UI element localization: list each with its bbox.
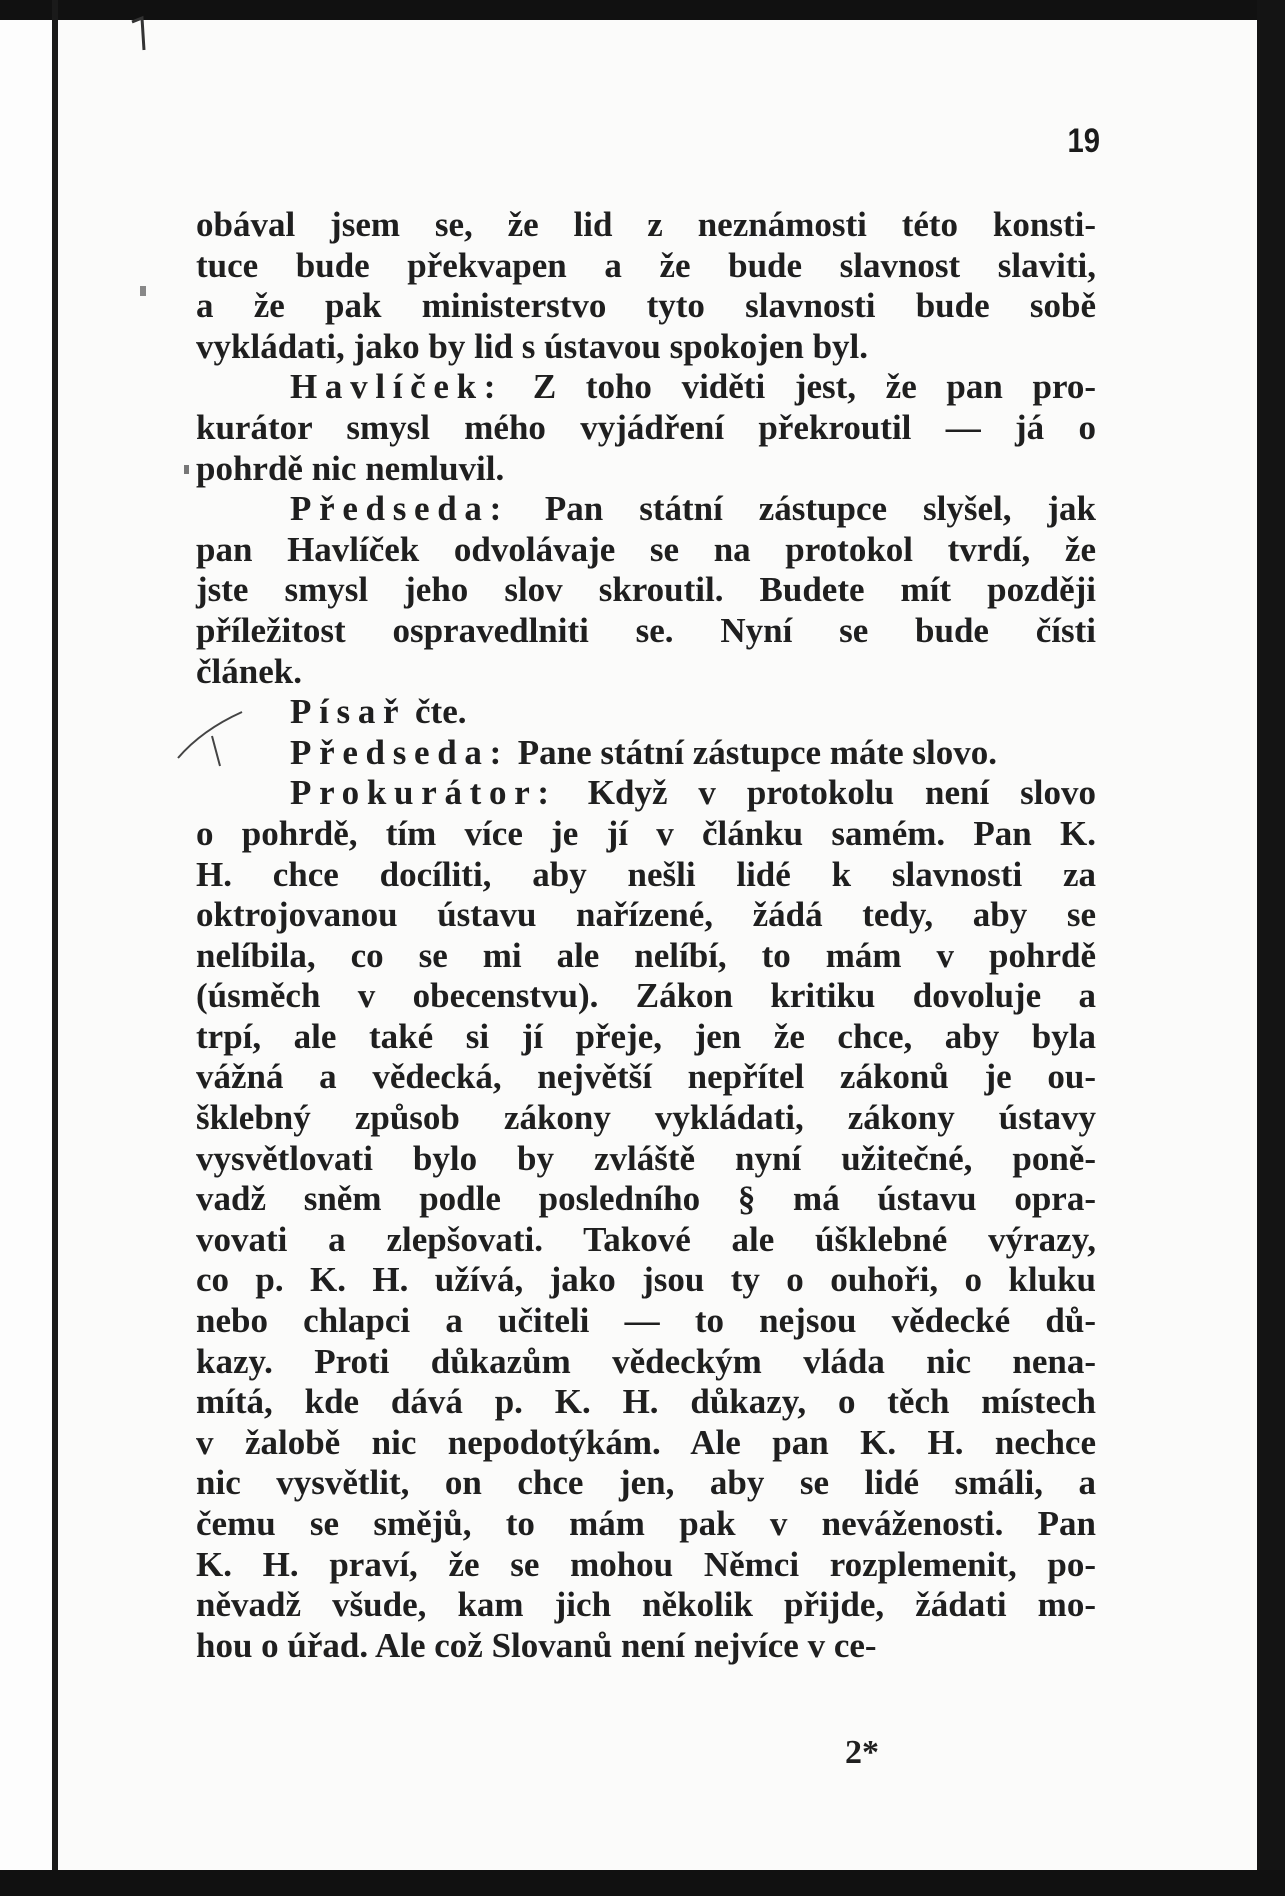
line-text: vážná a vědecká, největší nepřítel zákonů je ou- [196, 1057, 1096, 1097]
text-line [196, 936, 1096, 977]
text-line [196, 489, 1096, 530]
text-line [196, 570, 1096, 611]
text-line [196, 1463, 1096, 1504]
line-text: Když v protokolu není slovo [556, 773, 1096, 813]
scan-border-left [52, 0, 58, 1896]
line-text: šklebný způsob zákony vykládati, zákony ústavy [196, 1098, 1096, 1138]
text-line [196, 205, 1096, 246]
speaker-name: Předseda: [290, 489, 509, 529]
text-line [196, 1098, 1096, 1139]
line-text: hou o úřad. Ale což Slovanů není nejvíce v ce- [196, 1625, 877, 1665]
line-text: nebo chlapci a učiteli — to nejsou vědecké dů- [196, 1301, 1096, 1341]
text-line [196, 1545, 1096, 1586]
signature-mark: 2* [845, 1734, 879, 1771]
line-text: v žalobě nic nepodotýkám. Ale pan K. H. nechce [196, 1422, 1096, 1462]
line-text: čte. [406, 692, 467, 732]
speaker-name: Prokurátor: [290, 773, 557, 813]
text-line [196, 1382, 1096, 1423]
line-text: mítá, kde dává p. K. H. důkazy, o těch místech [196, 1382, 1096, 1422]
text-line [196, 692, 1096, 733]
text-line [196, 1139, 1096, 1180]
line-text: a že pak ministerstvo tyto slavnosti bude sobě [196, 286, 1096, 326]
scan-border-right [1257, 0, 1285, 1896]
line-text: oktrojovanou ústavu nařízené, žádá tedy, aby se [196, 895, 1096, 935]
speaker-name: Předseda: [290, 732, 509, 772]
line-text: příležitost ospravedlniti se. Nyní se bude čísti [196, 610, 1096, 650]
line-text: čemu se smějů, to mám pak v neváženosti. Pan [196, 1504, 1096, 1543]
line-text: kazy. Proti důkazům vědeckým vláda nic nena- [196, 1341, 1096, 1381]
text-line [196, 246, 1096, 287]
line-text: jste smysl jeho slov skroutil. Budete mít později [196, 570, 1096, 610]
line-text: Z toho viděti jest, že pan pro- [503, 367, 1096, 407]
text-line [196, 367, 1096, 408]
scan-corner-mark [128, 14, 164, 54]
line-text: nic vysvětlit, on chce jen, aby se lidé smáli, a [196, 1463, 1096, 1503]
scan-border-bottom [0, 1870, 1285, 1896]
line-text: trpí, ale také si jí přeje, jen že chce, aby byla [196, 1016, 1096, 1056]
line-text: kurátor smysl mého vyjádření překroutil — já o [196, 407, 1096, 447]
text-line [196, 1220, 1096, 1261]
text-line [196, 327, 1096, 368]
line-text: něvadž všude, kam jich několik přijde, žádati mo- [196, 1585, 1096, 1625]
line-text: nelíbila, co se mi ale nelíbí, to mám v pohrdě [196, 935, 1096, 975]
text-line [196, 733, 1096, 774]
text-line [196, 1017, 1096, 1058]
text-line [196, 652, 1096, 693]
line-text: co p. K. H. užívá, jako jsou ty o ouhoři, o kluku [196, 1260, 1096, 1300]
text-line [196, 611, 1096, 652]
line-text: vovati a zlepšovati. Takové ale úšklebné výrazy, [196, 1219, 1096, 1259]
text-line [196, 1585, 1096, 1626]
line-text: Pane státní zástupce máte slovo. [509, 732, 998, 772]
body-text [196, 205, 1096, 1666]
scan-margin-left [0, 0, 52, 1896]
scan-speck [184, 465, 189, 474]
line-text: pohrdě nic nemluvil. [196, 448, 505, 488]
line-text: článek. [196, 651, 302, 691]
line-text: tuce bude překvapen a že bude slavnost slaviti, [196, 245, 1096, 285]
scan-border-top [0, 0, 1285, 20]
scan-speck [140, 286, 146, 296]
line-text: vysvětlovati bylo by zvláště nyní užitečné, poně- [196, 1138, 1096, 1178]
line-text: o pohrdě, tím více je jí v článku samém. Pan K. [196, 813, 1096, 853]
line-text: vykládati, jako by lid s ústavou spokojen byl. [196, 326, 869, 366]
text-line [196, 1260, 1096, 1301]
text-line [196, 895, 1096, 936]
speaker-name: Písař [290, 692, 407, 732]
text-line [196, 855, 1096, 896]
text-line [196, 408, 1096, 449]
text-line [196, 773, 1096, 814]
line-text: Pan státní zástupce slyšel, jak [509, 489, 1096, 529]
text-line [196, 530, 1096, 571]
text-line [196, 449, 1096, 490]
text-line [196, 286, 1096, 327]
text-line [196, 1504, 1096, 1545]
line-text: H. chce docíliti, aby nešli lidé k slavnosti za [196, 854, 1096, 894]
speaker-name: Havlíček: [290, 367, 504, 407]
text-line [196, 814, 1096, 855]
line-text: pan Havlíček odvolávaje se na protokol tvrdí, že [196, 529, 1096, 569]
line-text: (úsměch v obecenstvu). Zákon kritiku dovoluje a [196, 976, 1096, 1016]
text-line [196, 1626, 1096, 1667]
line-text: vadž sněm podle posledního § má ústavu opra- [196, 1179, 1096, 1219]
text-line [196, 1179, 1096, 1220]
page-number: 19 [1067, 122, 1100, 160]
text-line [196, 1423, 1096, 1464]
line-text: K. H. praví, že se mohou Němci rozplemenit, po- [196, 1544, 1096, 1584]
text-line [196, 1301, 1096, 1342]
line-text: obával jsem se, že lid z neznámosti této konsti- [196, 205, 1096, 244]
text-line [196, 1057, 1096, 1098]
text-line [196, 1342, 1096, 1383]
text-line [196, 976, 1096, 1017]
